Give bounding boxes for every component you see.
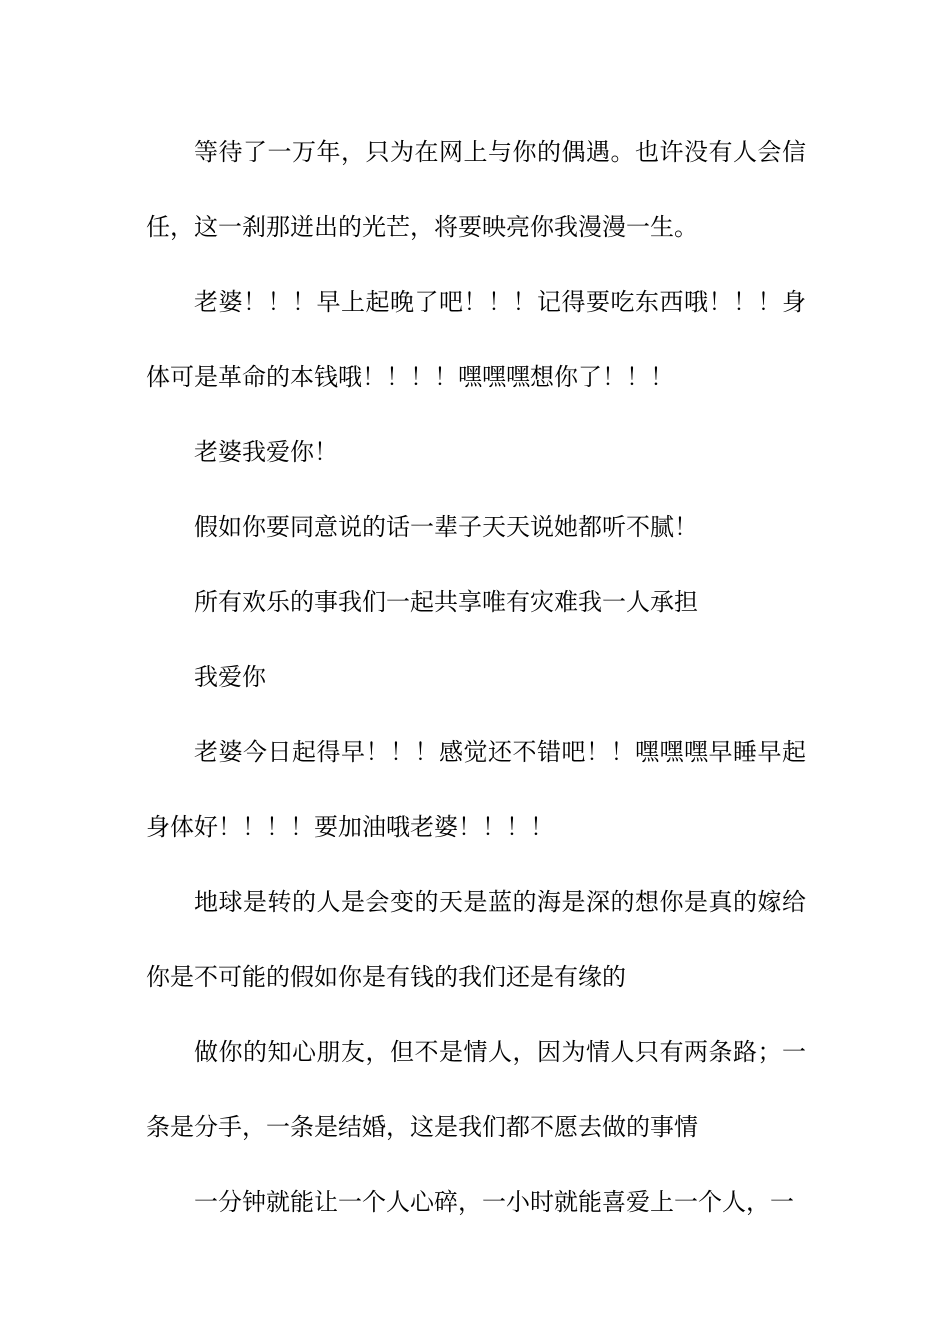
paragraph-5: 所有欢乐的事我们一起共享唯有灾难我一人承担 [194, 588, 698, 616]
paragraph-8: 地球是转的人是会变的天是蓝的海是深的想你是真的嫁给你是不可能的假如你是有钱的我们还是有缘的 [146, 888, 806, 991]
paragraph-9: 做你的知心朋友，但不是情人，因为情人只有两条路；一条是分手，一条是结婚，这是我们都不愿去做的事情 [146, 1038, 806, 1141]
paragraph-10: 一分钟就能让一个人心碎，一小时就能喜爱上一个人，一 [194, 1188, 794, 1216]
paragraph-4: 假如你要同意说的话一辈子天天说她都听不腻！ [194, 513, 698, 541]
paragraph-7: 老婆今日起得早！！！感觉还不错吧！！嘿嘿嘿早睡早起身体好！！！！要加油哦老婆！！！！ [146, 738, 806, 841]
paragraph-1: 等待了一万年，只为在网上与你的偶遇。也许没有人会信任，这一刹那迸出的光芒，将要映亮你我漫漫一生。 [146, 138, 806, 241]
paragraph-6: 我爱你 [194, 663, 266, 691]
paragraph-2: 老婆！！！早上起晚了吧！！！记得要吃东西哦！！！身体可是革命的本钱哦！！！！嘿嘿嘿想你了！！！ [146, 288, 806, 391]
paragraph-3: 老婆我爱你！ [194, 438, 338, 466]
document-body [146, 115, 806, 1240]
